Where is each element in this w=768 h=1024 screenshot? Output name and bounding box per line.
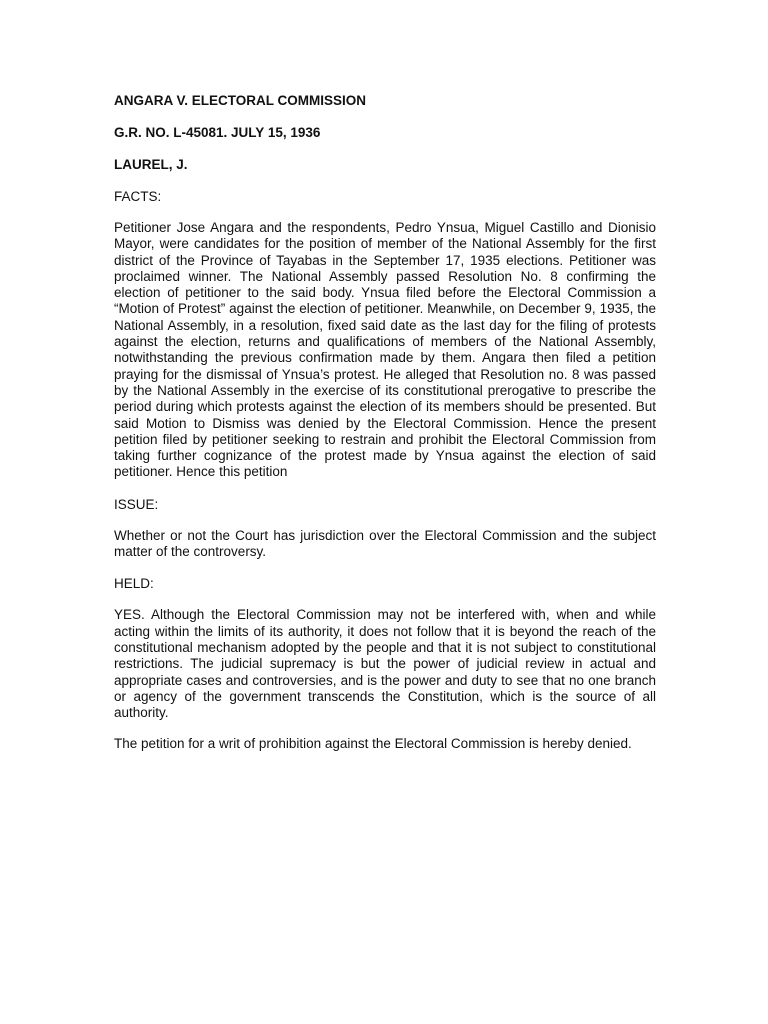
held-paragraph: YES. Although the Electoral Commission may not be interfered with, when and while acting within the limits of its authority, it does not follow that it is beyond the reach of the constitutional mechanism adopted by the people and that it is not subject to constitutional restrictions. The judicial supremacy is but the power of judicial review in actual and appropriate cases and controversies, and is the power and duty to see that no one branch or agency of the government transcends the Constitution, which is the source of all authority. — [114, 607, 656, 721]
issue-paragraph: Whether or not the Court has jurisdiction over the Electoral Commission and the subject matter of the controversy. — [114, 527, 656, 560]
ponente: LAUREL, J. — [114, 157, 188, 172]
disposition-paragraph: The petition for a writ of prohibition against the Electoral Commission is hereby denied. — [114, 736, 632, 752]
held-label: HELD: — [114, 576, 154, 592]
facts-label: FACTS: — [114, 189, 162, 204]
document-page — [114, 92, 656, 768]
facts-paragraph: Petitioner Jose Angara and the respondents, Pedro Ynsua, Miguel Castillo and Dionisio Mayor, were candidates for the position of member of the National Assembly for the first district of the Province of Tayabas in the September 17, 1935 elections. Petitioner was proclaimed winner. The National Assembly passed Resolution No. 8 confirming the election of petitioner to the said body. Ynsua filed before the Electoral Commission a “Motion of Protest” against the election of petitioner. Meanwhile, on December 9, 1935, the National Assembly, in a resolution, fixed said date as the last day for the filing of protests against the election, returns and qualifications of members of the National Assembly, notwithstanding the previous confirmation made by them. Angara then filed a petition praying for the dismissal of Ynsua’s protest. He alleged that Resolution no. 8 was passed by the National Assembly in the exercise of its constitutional prerogative to prescribe the period during which protests against the election of its members should be presented. But said Motion to Dismiss was denied by the Electoral Commission. Hence the present petition filed by petitioner seeking to restrain and prohibit the Electoral Commission from taking further cognizance of the protest made by Ynsua against the election of said petitioner. Hence this petition — [114, 220, 656, 480]
issue-label: ISSUE: — [114, 496, 159, 512]
case-title: ANGARA V. ELECTORAL COMMISSION — [114, 93, 367, 108]
case-number: G.R. NO. L-45081. JULY 15, 1936 — [114, 125, 321, 140]
